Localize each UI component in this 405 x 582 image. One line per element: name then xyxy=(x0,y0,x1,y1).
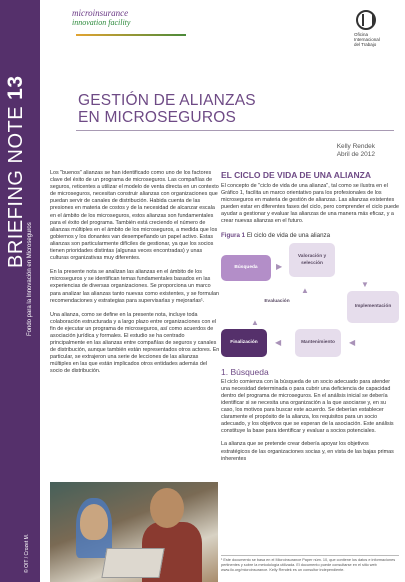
ilo-logo xyxy=(354,10,394,47)
arrow-down-icon: ▼ xyxy=(361,279,369,289)
lifecycle-diagram xyxy=(221,243,399,361)
busqueda-paragraph: El ciclo comienza con la búsqueda de un socio adecuado para atender una necesidad determinada o para cubrir una deficiencia de capacidad dentro del programa de microseguros. En el análisis inicial se debería identificar si se necesita una organización a la que asociarse y, en su caso, los motivos para buscar este acuerdo. Se deberían establecer claramente el propósito de la alianza, los requisitos para un socio adecuado, y los objetivos que se esperan de la asociación. Este análisis constituye la base para identificar y evaluar a socios potenciales. xyxy=(221,378,394,435)
node-evaluacion: Evaluación xyxy=(255,289,299,315)
photo-face-man xyxy=(150,488,184,528)
ilo-line3: del Trabajo xyxy=(354,42,377,47)
section-intro: El concepto de "ciclo de vida de una alianza", tal como se ilustra en el Gráfico 1, facilita un marco orientativo para los profesionales de los microseguros en materia de gestión de alianzas. Las alianzas existentes pueden estar en diferentes fases del ciclo, pero comprender el ciclo puede ayudar a gestionar y evaluar las alianzas de una manera más eficaz, y a crear nuevas alianzas en el futuro. xyxy=(221,183,399,225)
publication-date: Abril de 2012 xyxy=(336,151,375,158)
title-line2: EN MICROSEGUROS xyxy=(78,109,237,126)
sidebar-text-area xyxy=(0,0,40,582)
node-finalizacion: Finalización xyxy=(221,329,267,357)
subsection-title: 1. Búsqueda xyxy=(221,366,269,377)
arrow-left-icon: ◀ xyxy=(275,337,282,347)
arrow-up-icon: ▲ xyxy=(301,285,309,295)
left-column xyxy=(50,170,220,383)
photo-credit: © OIT / Crozet M. xyxy=(24,533,30,573)
photo-face-woman xyxy=(80,504,108,540)
mif-logo-line1: microinsurance xyxy=(72,8,129,18)
title-line1: GESTIÓN DE ALIANZAS xyxy=(78,92,256,109)
author-block xyxy=(337,143,375,159)
figure-number: Figura 1 xyxy=(221,231,246,239)
ilo-line2: Internacional xyxy=(354,37,380,42)
node-valoracion: Valoración y selección xyxy=(289,243,335,277)
mif-logo xyxy=(72,8,192,40)
note-number: 13 xyxy=(4,75,27,100)
intro-paragraph: Los "buenos" alianzas se han identificado como uno de los factores clave del éxito de un programa de microseguros. Las compañías de seguros, reticentes a utilizar el modelo de venta directa en un contexto de microseguros, necesitan construir alianzas con organizaciones que puedan servir de canales de distribución. Habida cuenta de las presiones en materia de costos y de la necesidad de alcanzar escala en el ámbito de los microseguros, estos alianzas son fundamentales para el éxito del programa. También está creciendo el número de alianzas múltiples en el ámbito de los microseguros, a medida que los gobiernos y los donantes van desempeñando un papel activo. Estas alianzas son particularmente difíciles de gestionar, ya que los socios tienen prioridades distintas (algunas veces encontradas) y unas culturas organizativas muy diferentes. xyxy=(50,170,219,262)
figure-caption: El ciclo de vida de una alianza xyxy=(246,231,331,239)
continuation-paragraph: La alianza que se pretende crear debería apoyar los objetivos estratégicos de las organizaciones socias y, en vista de las bajas primas inherentes xyxy=(221,441,394,462)
laptop-icon xyxy=(101,548,164,578)
workshop-photo xyxy=(50,482,218,582)
ilo-emblem-icon xyxy=(356,10,376,30)
author-name: Kelly Rendek xyxy=(336,143,375,150)
arrow-left-icon: ◀ xyxy=(349,337,356,347)
ilo-line1: Oficina xyxy=(354,32,369,37)
node-implementacion: Implementación xyxy=(347,291,399,323)
briefing-note-label xyxy=(4,8,28,268)
briefing-label-text: BRIEFING NOTE xyxy=(5,105,27,268)
figure-label xyxy=(221,232,399,239)
mif-logo-bar xyxy=(76,34,186,36)
footnote: ¹ Este documento se basa en el Microinsurance Paper núm. 10, que contiene los datos e informaciones pertinentes y sobre la metodología utilizada. El documento puede consultarse en el sitio web www.ilo.org/microinsurance. Kelly Rendek es un consultor independiente. xyxy=(221,555,399,572)
ilo-text xyxy=(354,32,394,47)
fondo-label: Fondo para la Innovación en Microseguros xyxy=(27,222,33,336)
arrow-up-icon: ▲ xyxy=(251,317,259,327)
node-busqueda: Búsqueda xyxy=(221,255,271,281)
node-mantenimiento: Mantenimiento xyxy=(295,329,341,357)
page-title xyxy=(78,92,378,126)
arrow-right-icon: ▶ xyxy=(276,261,283,271)
section-title: EL CICLO DE VIDA DE UNA ALIANZA xyxy=(221,170,372,180)
note-scope-paragraph: En la presente nota se analizan las alianzas en el ámbito de los microseguros y se identifican temas fundamentales basados en las experiencias de diversas organizaciones. Se proporciona un marco para analizar las alianzas tanto nuevas como existentes, y se formulan recomendaciones y estrategias para supervisarlas y mejorarlas¹. xyxy=(50,269,219,304)
definition-paragraph: Una alianza, como se define en la presente nota, incluye toda colaboración estructurada y a largo plazo entre organizaciones con el fin de ejecutar un programa de microseguros, así como acuerdos de asociación jurídica y formales. El estudio se ha centrado principalmente en las alianzas entre compañías de seguros y canales de distribución, aunque también están representados otros actores. En particular, se extrajeron una serie de lecciones de las alianzas múltiples en las que están implicados otros entidades además del socio de distribución. xyxy=(50,311,220,375)
right-column xyxy=(221,170,399,469)
title-divider xyxy=(76,130,394,131)
mif-logo-line2: innovation facility xyxy=(72,18,131,27)
